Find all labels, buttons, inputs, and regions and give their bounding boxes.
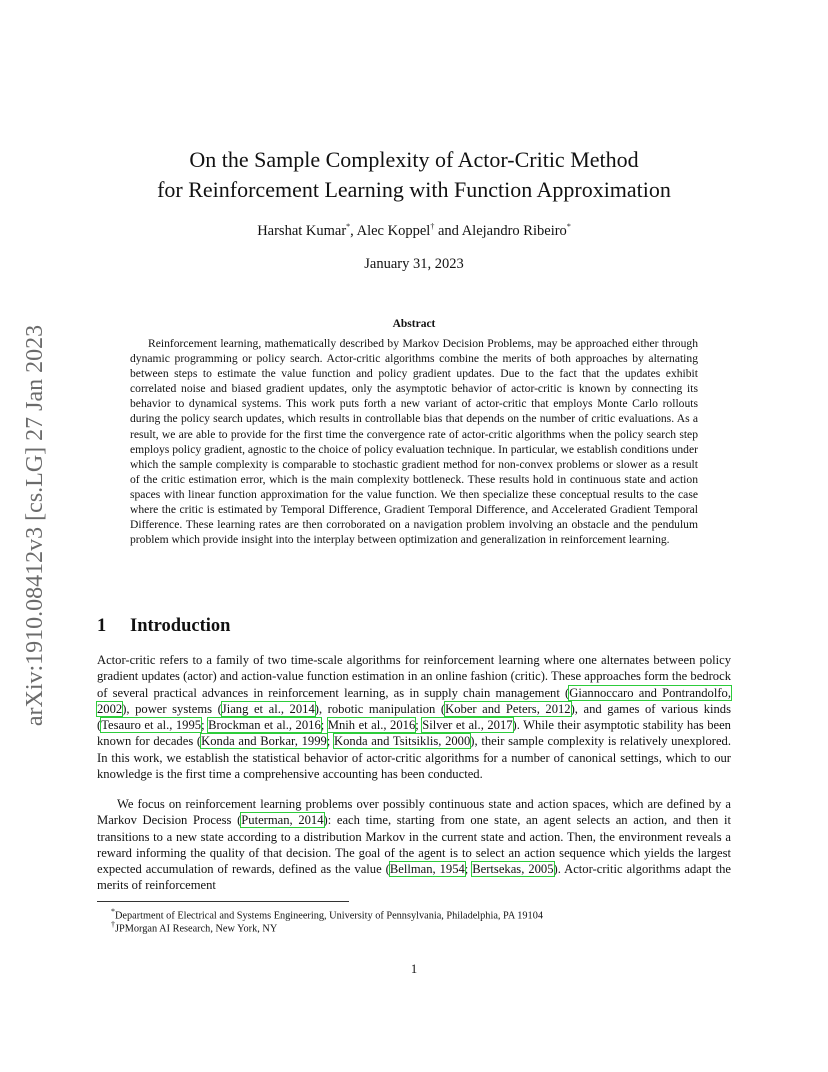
paragraph-text: ), power systems ( [122, 701, 222, 716]
publication-date: January 31, 2023 [364, 256, 464, 272]
paragraph-text: ), their sample complexity is relatively unexplored. In this work, we establish the statistical behavior of actor-critic algorithms for a number of canonical settings, which to our knowledge is the first time a comprehensive accounting has been conducted. [97, 734, 731, 782]
intro-paragraph-1 [97, 652, 731, 782]
page-number: 1 [410, 962, 418, 976]
footnote-2-mark: † [111, 920, 115, 929]
citation-link[interactable]: Bertsekas, 2005 [472, 862, 554, 877]
author-1: Harshat Kumar [257, 222, 347, 239]
paragraph-text: We focus on reinforcement learning problems over possibly continuous state and action spaces, which are defined by a Markov Decision Process ( [97, 797, 731, 828]
paragraph-text: ; [415, 718, 423, 733]
citation-link[interactable]: Konda and Tsitsiklis, 2000 [334, 734, 471, 749]
citation-link[interactable]: Tesauro et al., 1995 [101, 718, 202, 733]
abstract-body: Reinforcement learning, mathematically described by Markov Decision Problems, may be approached either through dynamic programming or policy search. Actor-critic algorithms combine the merits of both approaches by alternating between steps to estimate the value function and policy gradient updates. Due to the fact that the updates exhibit correlated noise and biased gradient updates, only the asymptotic behavior of actor-critic is known by connecting its behavior to dynamical systems. This work puts forth a new variant of actor-critic that employs Monte Carlo rollouts during the policy search updates, which results in controllable bias that depends on the number of critic evaluations. As a result, we are able to provide for the first time the convergence rate of actor-critic algorithms when the policy search step employs policy gradient, agnostic to the choice of policy evaluation technique. In particular, we establish conditions under which the sample complexity is comparable to stochastic gradient method for non-convex problems or slower as a result of the critic estimation error, which is the main complexity bottleneck. These results hold in continuous state and action spaces with linear function approximation for the value function. We then specialize these conceptual results to the case where the critic is estimated by Temporal Difference, Gradient Temporal Difference, and Accelerated Gradient Temporal Difference. These learning rates are then corroborated on a navigation problem involving an obstacle and the pendulum problem which provide insight into the interplay between optimization and generalization in reinforcement learning. [130, 337, 698, 547]
citation-link[interactable]: Giannoccaro and Pontrandolfo, 2002 [97, 685, 731, 716]
citation-link[interactable]: Bellman, 1954 [389, 862, 465, 877]
section-heading [97, 616, 230, 637]
abstract-heading: Abstract [392, 318, 436, 330]
title-line-2: for Reinforcement Learning with Function Approximation [157, 177, 671, 202]
paragraph-text: ; [320, 718, 328, 733]
author-separator-1: , [350, 222, 357, 239]
title-line-1: On the Sample Complexity of Actor-Critic Method [189, 147, 639, 172]
paragraph-text: ). While their asymptotic stability has been known for decades ( [97, 718, 731, 749]
author-list [0, 222, 828, 240]
author-1-affiliation-mark: * [346, 222, 351, 231]
citation-link[interactable]: Kober and Peters, 2012 [445, 701, 571, 716]
intro-paragraph-2 [97, 796, 731, 894]
section-number: 1 [97, 616, 107, 636]
arxiv-identifier-text: arXiv:1910.08412v3 [cs.LG] 27 Jan 2023 [22, 324, 49, 726]
author-2-affiliation-mark: † [430, 222, 435, 231]
footnote-1-mark: * [111, 907, 115, 916]
arxiv-identifier-stamp [16, 290, 56, 760]
citation-link[interactable]: Mnih et al., 2016 [327, 718, 416, 733]
paragraph-text: ; [326, 734, 334, 749]
author-separator-2: and [434, 222, 462, 239]
paper-title [0, 145, 828, 205]
paragraph-text: ), robotic manipulation ( [314, 701, 446, 716]
footnote-2 [111, 918, 277, 935]
paragraph-text: ; [464, 862, 473, 877]
paragraph-text: ; [201, 718, 209, 733]
section-title: Introduction [130, 616, 231, 636]
citation-link[interactable]: Konda and Borkar, 1999 [201, 734, 327, 749]
footnote-2-text: JPMorgan AI Research, New York, NY [115, 923, 278, 935]
citation-link[interactable]: Silver et al., 2017 [422, 718, 513, 733]
citation-link[interactable]: Puterman, 2014 [241, 813, 324, 828]
author-3: Alejandro Ribeiro [461, 222, 567, 239]
paragraph-text: ), and games of various kinds ( [97, 701, 732, 733]
citation-link[interactable]: Jiang et al., 2014 [221, 701, 315, 716]
author-3-affiliation-mark: * [566, 222, 571, 231]
author-2: Alec Koppel [356, 222, 431, 239]
paragraph-text: Actor-critic refers to a family of two time-scale algorithms for reinforcement learning where one alternates between policy gradient updates (actor) and action-value function estimation in an online fashion (critic). These approaches form the bedrock of several practical advances in reinforcement learning, as in supply chain management ( [97, 653, 731, 700]
paragraph-text: ). Actor-critic algorithms adapt the merits of reinforcement [97, 862, 731, 893]
footnote-divider [97, 901, 349, 902]
paragraph-text: ): each time, starting from one state, an agent selects an action, and then it transitions to a new state according to a distribution Markov in the current state and action. Then, the environment reveals a reward informing the quality of that decision. The goal of the agent is to select an action sequence which yields the largest expected accumulation of rewards, defined as the value ( [97, 813, 731, 877]
citation-link[interactable]: Brockman et al., 2016 [208, 718, 321, 733]
footnote-1-text: Department of Electrical and Systems Engineering, University of Pennsylvania, Philadelphia, PA 19104 [115, 910, 544, 922]
